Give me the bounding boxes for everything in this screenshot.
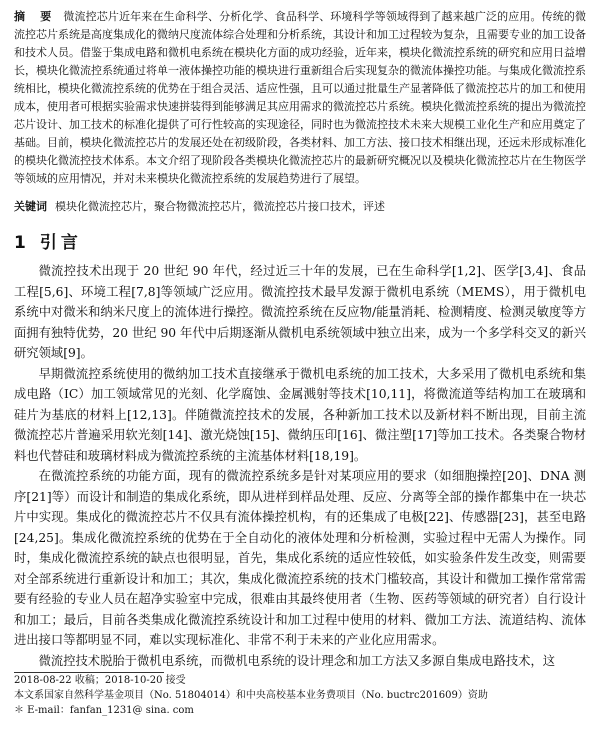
footnote-funding: 本文系国家自然科学基金项目（No. 51804014）和中央高校基本业务费项目（No. buctrc201609）资助 xyxy=(14,690,488,701)
footnotes xyxy=(14,672,586,718)
paragraph: 微流控技术出现于 20 世纪 90 年代，经过近三十年的发展，已在生命科学[1,2]、医学[3,4]、食品工程[5,6]、环境工程[7,8]等领域广泛应用。微流控技术最早发源于微机电系统（MEMS），用于微机电系统中对微米和纳米尺度上的流体进行操控。微流控系统在反应物/能量消耗、检测精度、检测灵敏度等方面拥有独特优势，20 世纪 90 年代中后期逐渐从微机电系统领域中独立出来，成为一个多学科交叉的新兴研究领域[9]。 xyxy=(14,264,586,360)
section-title: 引言 xyxy=(39,233,82,253)
section-heading xyxy=(14,228,586,253)
section-body xyxy=(14,261,586,671)
paragraph: 微流控技术脱胎于微机电系统，而微机电系统的设计理念和加工方法又多源自集成电路技术，这 xyxy=(38,653,556,668)
keywords-text: 模块化微流控芯片，聚合物微流控芯片，微流控芯片接口技术，评述 xyxy=(55,200,385,213)
abstract-label: 摘 要 xyxy=(14,10,54,23)
footnote-email: ＊ E-mail：fanfan_1231@ sina. com xyxy=(14,705,194,716)
keywords-label: 关键词 xyxy=(14,200,47,213)
section-number: 1 xyxy=(14,233,26,253)
paragraph: 早期微流控系统使用的微纳加工技术直接继承于微机电系统的加工技术，大多采用了微机电系统和集成电路（IC）加工领域常见的光刻、化学腐蚀、金属溅射等技术[10,11]，将微流道等结构加工在玻璃和硅片为基底的材料上[12,13]。伴随微流控技术的发展，各种新加工技术以及新材料不断出现，目前主流微流控芯片普遍采用软光刻[14]、激光烧蚀[15]、微纳压印[16]、微注塑[17]等加工技术。各类聚合物材料也代替硅和玻璃材料成为微流控系统的主流基体材料[18,19]。 xyxy=(14,366,586,463)
abstract-text: 微流控芯片近年来在生命科学、分析化学、食品科学、环境科学等领域得到了越来越广泛的应用。传统的微流控芯片系统是高度集成化的微纳尺度流体综合处理和分析系统，其设计和加工过程较为复杂，且需要专业的加工设备和技术人员。借鉴于集成电路和微机电系统在模块化方面的成功经验，近年来，模块化微流控系统的研究和应用日益增长，模块化微流控系统通过将单一液体操控功能的模块进行重新组合后实现复杂的微流体操控功能。与集成化微流控系统相比，模块化微流控系统的优势在于组合灵活、适应性强，且可以通过批量生产显著降低了微流控芯片的加工和使用成本，使用者可根据实验需求快速拼装得到能够满足其应用需求的微流控芯片系统。模块化微流控系统的提出为微流控芯片设计、加工技术的标准化提供了可行性较高的实现途径，同时也为微流控技术未来大规模工业化生产和应用奠定了基础。目前，模块化微流控芯片的发展还处在初级阶段，各类材料、加工方法、接口技术相继出现，还远未形成标准化的模块化微流控技术体系。本文介绍了现阶段各类模块化微流控芯片的最新研究概况以及模块化微流控芯片在生物医学等领域的应用情况，并对未来模块化微流控系统的发展趋势进行了展望。 xyxy=(14,10,587,185)
keywords xyxy=(14,198,586,216)
footnote-received: 2018-08-22 收稿；2018-10-20 接受 xyxy=(14,675,186,686)
paragraph: 在微流控系统的功能方面，现有的微流控系统多是针对某项应用的要求（如细胞操控[20]、DNA 测序[21]等）而设计和制造的集成化系统，即从进样到样品处理、反应、分离等全部的操作都集中在一块芯片中实现。集成化的微流控芯片不仅具有流体操控机构，有的还集成了电极[22]、传感器[23]，甚至电路[24,25]。集成化微流控系统的优势在于全自动化的液体处理和分析检测，实验过程中无需人为操作。同时，集成化微流控系统的缺点也很明显，首先，集成化系统的适应性较低，如实验条件发生改变，则需要对全部系统进行重新设计和加工；其次，集成化微流控系统的技术门槛较高，其设计和微加工操作常常需要有经验的专业人员在超净实验室中完成，很难由其最终使用者（生物、医药等领域的研究者）自行设计和加工；最后，目前各类集成化微流控系统设计和加工过程中使用的材料、微加工方法、流道结构、流体进出接口等都明显不同，难以实现标准化、非常不利于未来的产业化应用需求。 xyxy=(14,469,586,647)
abstract xyxy=(14,8,586,188)
